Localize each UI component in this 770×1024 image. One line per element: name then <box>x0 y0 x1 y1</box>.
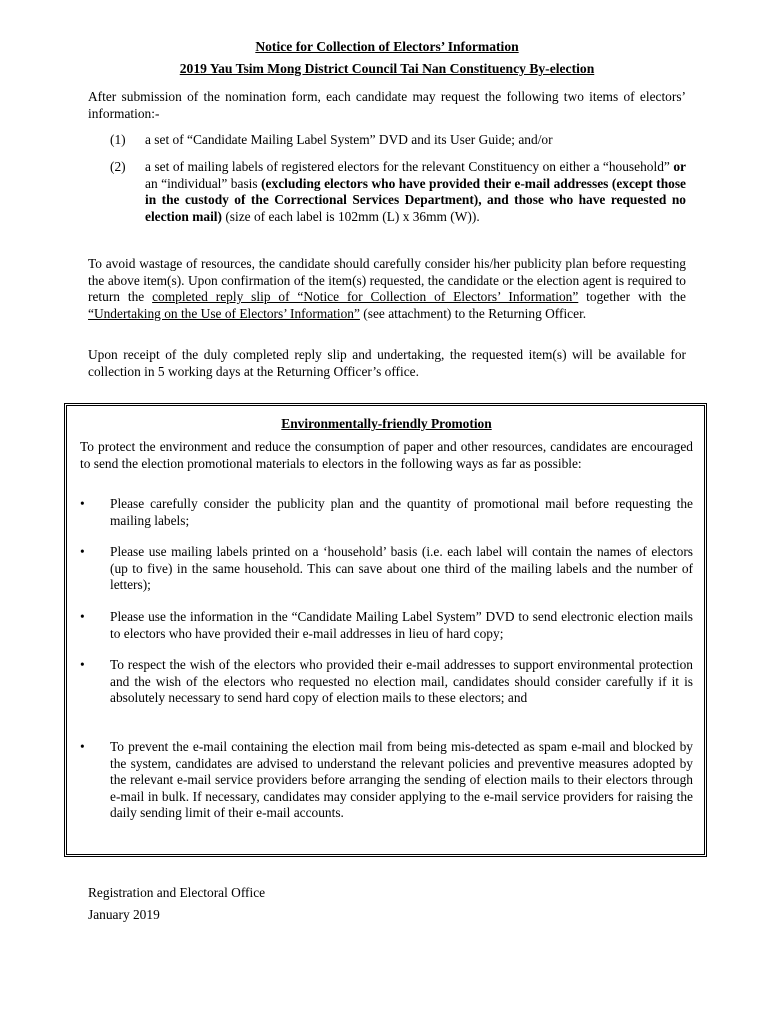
item-text-part: a set of mailing labels of registered electors for the relevant Constituency on either a “household” <box>145 159 674 174</box>
wastage-text: together with the <box>578 289 686 305</box>
bullet-text: To prevent the e-mail containing the election mail from being mis-detected as spam e-mail and blocked by the system, candidates are advised to understand the relevant policies and preventive measures adopted by the relevant e-mail service providers before arranging the sending of election mails to their electors through e-mail in bulk. If necessary, candidates may consider applying to the e-mail service providers for raising the daily sending limit of their e-mail accounts. <box>110 739 693 821</box>
bullet-icon: • <box>80 544 85 559</box>
item-text <box>145 159 686 225</box>
wastage-text: (see attachment) to the Returning Officer. <box>359 305 587 321</box>
item-number: (1) <box>110 132 126 147</box>
undertaking-reference: “Undertaking on the Use of Electors’ Information” <box>88 305 360 321</box>
bullet-text: To respect the wish of the electors who provided their e-mail addresses to support environmental protection and the wish of the electors who requested no election mail, candidates should consider carefully if it is absolutely necessary to send hard copy of election mails to these electors; and <box>110 657 693 706</box>
notice-title: Notice for Collection of Electors’ Information <box>255 39 519 54</box>
intro-paragraph: After submission of the nomination form, each candidate may request the following two items of electors’ information:- <box>88 89 686 121</box>
promotion-title: Environmentally-friendly Promotion <box>281 416 492 431</box>
issue-date: January 2019 <box>88 907 160 922</box>
wastage-paragraph <box>88 256 686 322</box>
bullet-text: Please carefully consider the publicity plan and the quantity of promotional mail before requesting the mailing labels; <box>110 496 693 528</box>
bullet-text: Please use mailing labels printed on a ‘household’ basis (i.e. each label will contain the names of electors (up to five) in the same household. This can save about one third of the mailing labels and the number of letters); <box>110 544 693 593</box>
item-text-bold: (excluding electors who have provided their e-mail addresses (except those in the custody of the Correctional Services Department), and those who have requested no election mail) <box>145 175 687 224</box>
bullet-icon: • <box>80 739 85 754</box>
wastage-text: To avoid wastage of resources, the candidate should carefully consider his/her publicity plan before requesting the above item(s). Upon confirmation of the item(s) requested, the candidate or the election agent is required to return the <box>88 256 686 305</box>
item-text-part: an “individual” basis <box>145 175 262 191</box>
receipt-paragraph: Upon receipt of the duly completed reply slip and undertaking, the requested item(s) will be available for collection in 5 working days at the Returning Officer’s office. <box>88 347 686 379</box>
bullet-icon: • <box>80 609 85 624</box>
item-number: (2) <box>110 159 126 174</box>
bullet-text: Please use the information in the “Candidate Mailing Label System” DVD to send electronic election mails to electors who have provided their e-mail addresses in lieu of hard copy; <box>110 609 693 641</box>
item-text: a set of “Candidate Mailing Label System” DVD and its User Guide; and/or <box>145 132 553 147</box>
bullet-icon: • <box>80 496 85 511</box>
notice-subtitle: 2019 Yau Tsim Mong District Council Tai Nan Constituency By-election <box>179 61 595 76</box>
issuing-office: Registration and Electoral Office <box>88 885 266 900</box>
bullet-icon: • <box>80 657 85 672</box>
item-text-or: or <box>673 159 686 174</box>
item-text-part: (size of each label is 102mm (L) x 36mm (W)). <box>221 208 480 224</box>
reply-slip-reference: completed reply slip of “Notice for Collection of Electors’ Information” <box>152 289 579 305</box>
promotion-intro: To protect the environment and reduce the consumption of paper and other resources, candidates are encouraged to send the election promotional materials to electors in the following ways as far as possible: <box>80 439 693 471</box>
